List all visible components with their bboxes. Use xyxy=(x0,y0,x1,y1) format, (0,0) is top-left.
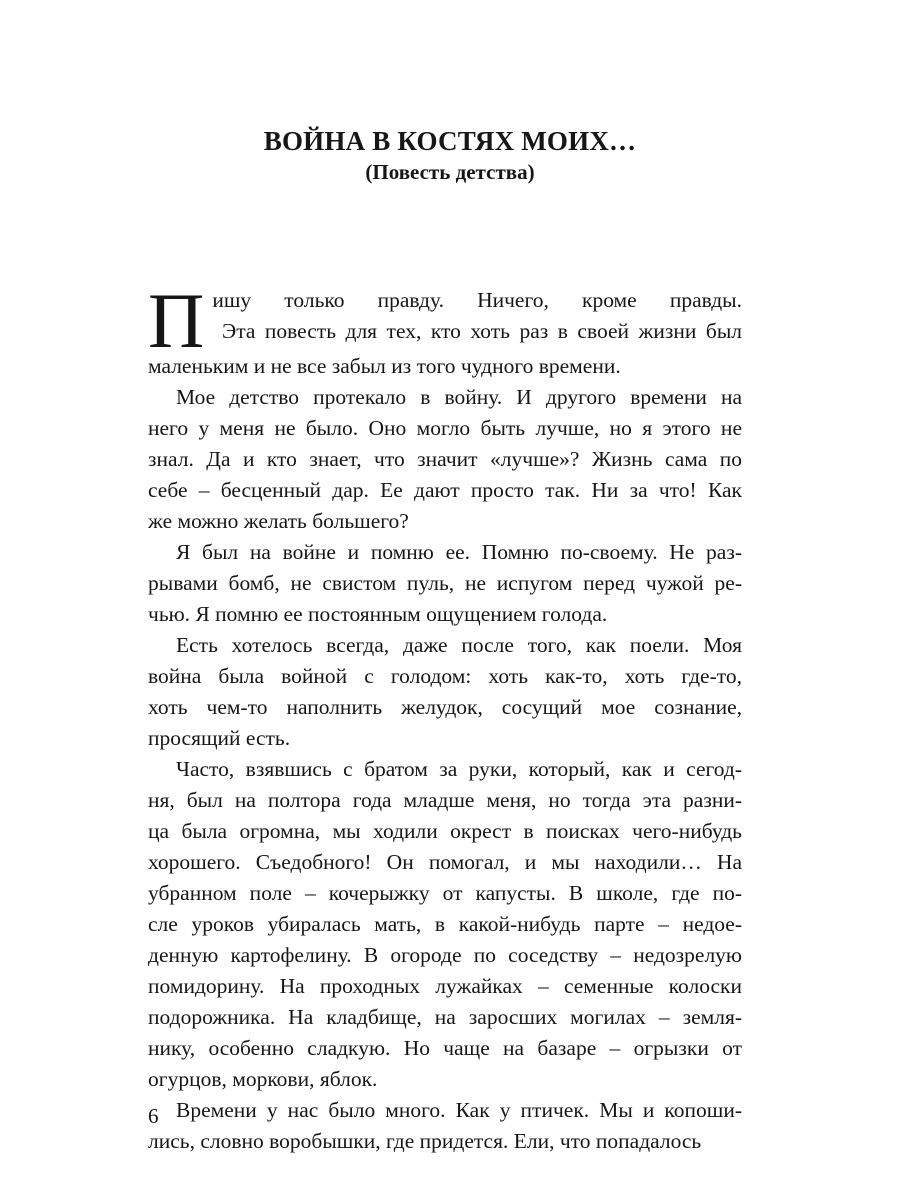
text-line: Эта повесть для тех, кто хоть раз в своей жизни был xyxy=(222,319,742,343)
text-line: Есть хотелось всегда, даже после того, как поели. Моя xyxy=(176,633,742,657)
text-line: него у меня не было. Оно могло быть лучше, но я этого не xyxy=(148,416,742,440)
text-line: сле уроков убиралась мать, в какой-нибудь парте – недое- xyxy=(148,912,742,936)
text-line: рывами бомб, не свистом пуль, не испугом перед чужой ре- xyxy=(148,571,742,595)
paragraph xyxy=(148,1095,742,1157)
text-line: Мое детство протекало в войну. И другого времени на xyxy=(176,385,742,409)
text-line: же можно желать большего? xyxy=(148,509,409,533)
text-line: убранном поле – кочерыжку от капусты. В школе, где по- xyxy=(148,881,742,905)
body-text xyxy=(148,277,742,1157)
text-line: подорожника. На кладбище, на заросших могилах – земля- xyxy=(148,1005,742,1029)
paragraph xyxy=(148,537,742,630)
chapter-title: ВОЙНА В КОСТЯХ МОИХ… xyxy=(263,126,637,156)
text-line: маленьким и не все забыл из того чудного времени. xyxy=(148,354,621,378)
text-line: просящий есть. xyxy=(148,726,291,750)
text-line: ишу только правду. Ничего, кроме правды. xyxy=(212,288,742,312)
paragraph xyxy=(148,277,742,382)
text-line: хорошего. Съедобного! Он помогал, и мы находили… На xyxy=(148,850,742,874)
text-line: нику, особенно сладкую. Но чаще на базаре – огрызки от xyxy=(148,1036,742,1060)
text-line: знал. Да и кто знает, что значит «лучше»? Жизнь сама по xyxy=(148,447,742,471)
text-line: война была войной с голодом: хоть как-то, хоть где-то, xyxy=(148,664,742,688)
paragraph xyxy=(148,630,742,754)
paragraph xyxy=(148,382,742,537)
paragraph xyxy=(148,754,742,1095)
text-line: помидорину. На проходных лужайках – семенные колоски xyxy=(148,974,742,998)
text-line: лись, словно воробышки, где придется. Ели, что попадалось xyxy=(148,1129,702,1153)
text-line: хоть чем-то наполнить желудок, сосущий мое сознание, xyxy=(148,695,742,719)
text-line: чью. Я помню ее постоянным ощущением голода. xyxy=(148,602,608,626)
text-line: Времени у нас было много. Как у птичек. Мы и копоши- xyxy=(176,1098,742,1122)
text-line: себе – бесценный дар. Ее дают просто так. Ни за что! Как xyxy=(148,478,742,502)
text-line: ца была огромна, мы ходили окрест в поисках чего-нибудь xyxy=(148,819,742,843)
text-line: ня, был на полтора года младше меня, но тогда эта разни- xyxy=(148,788,742,812)
chapter-subtitle: (Повесть детства) xyxy=(365,160,535,184)
page-number: 6 xyxy=(148,1104,159,1128)
drop-cap: П xyxy=(148,277,205,364)
text-line: Я был на войне и помню ее. Помню по-своему. Не раз- xyxy=(176,540,742,564)
text-line: денную картофелину. В огороде по соседству – недозрелую xyxy=(148,943,742,967)
paragraph-list xyxy=(148,382,742,1157)
text-line: Часто, взявшись с братом за руки, который, как и сегод- xyxy=(176,757,742,781)
text-line: огурцов, моркови, яблок. xyxy=(148,1067,378,1091)
